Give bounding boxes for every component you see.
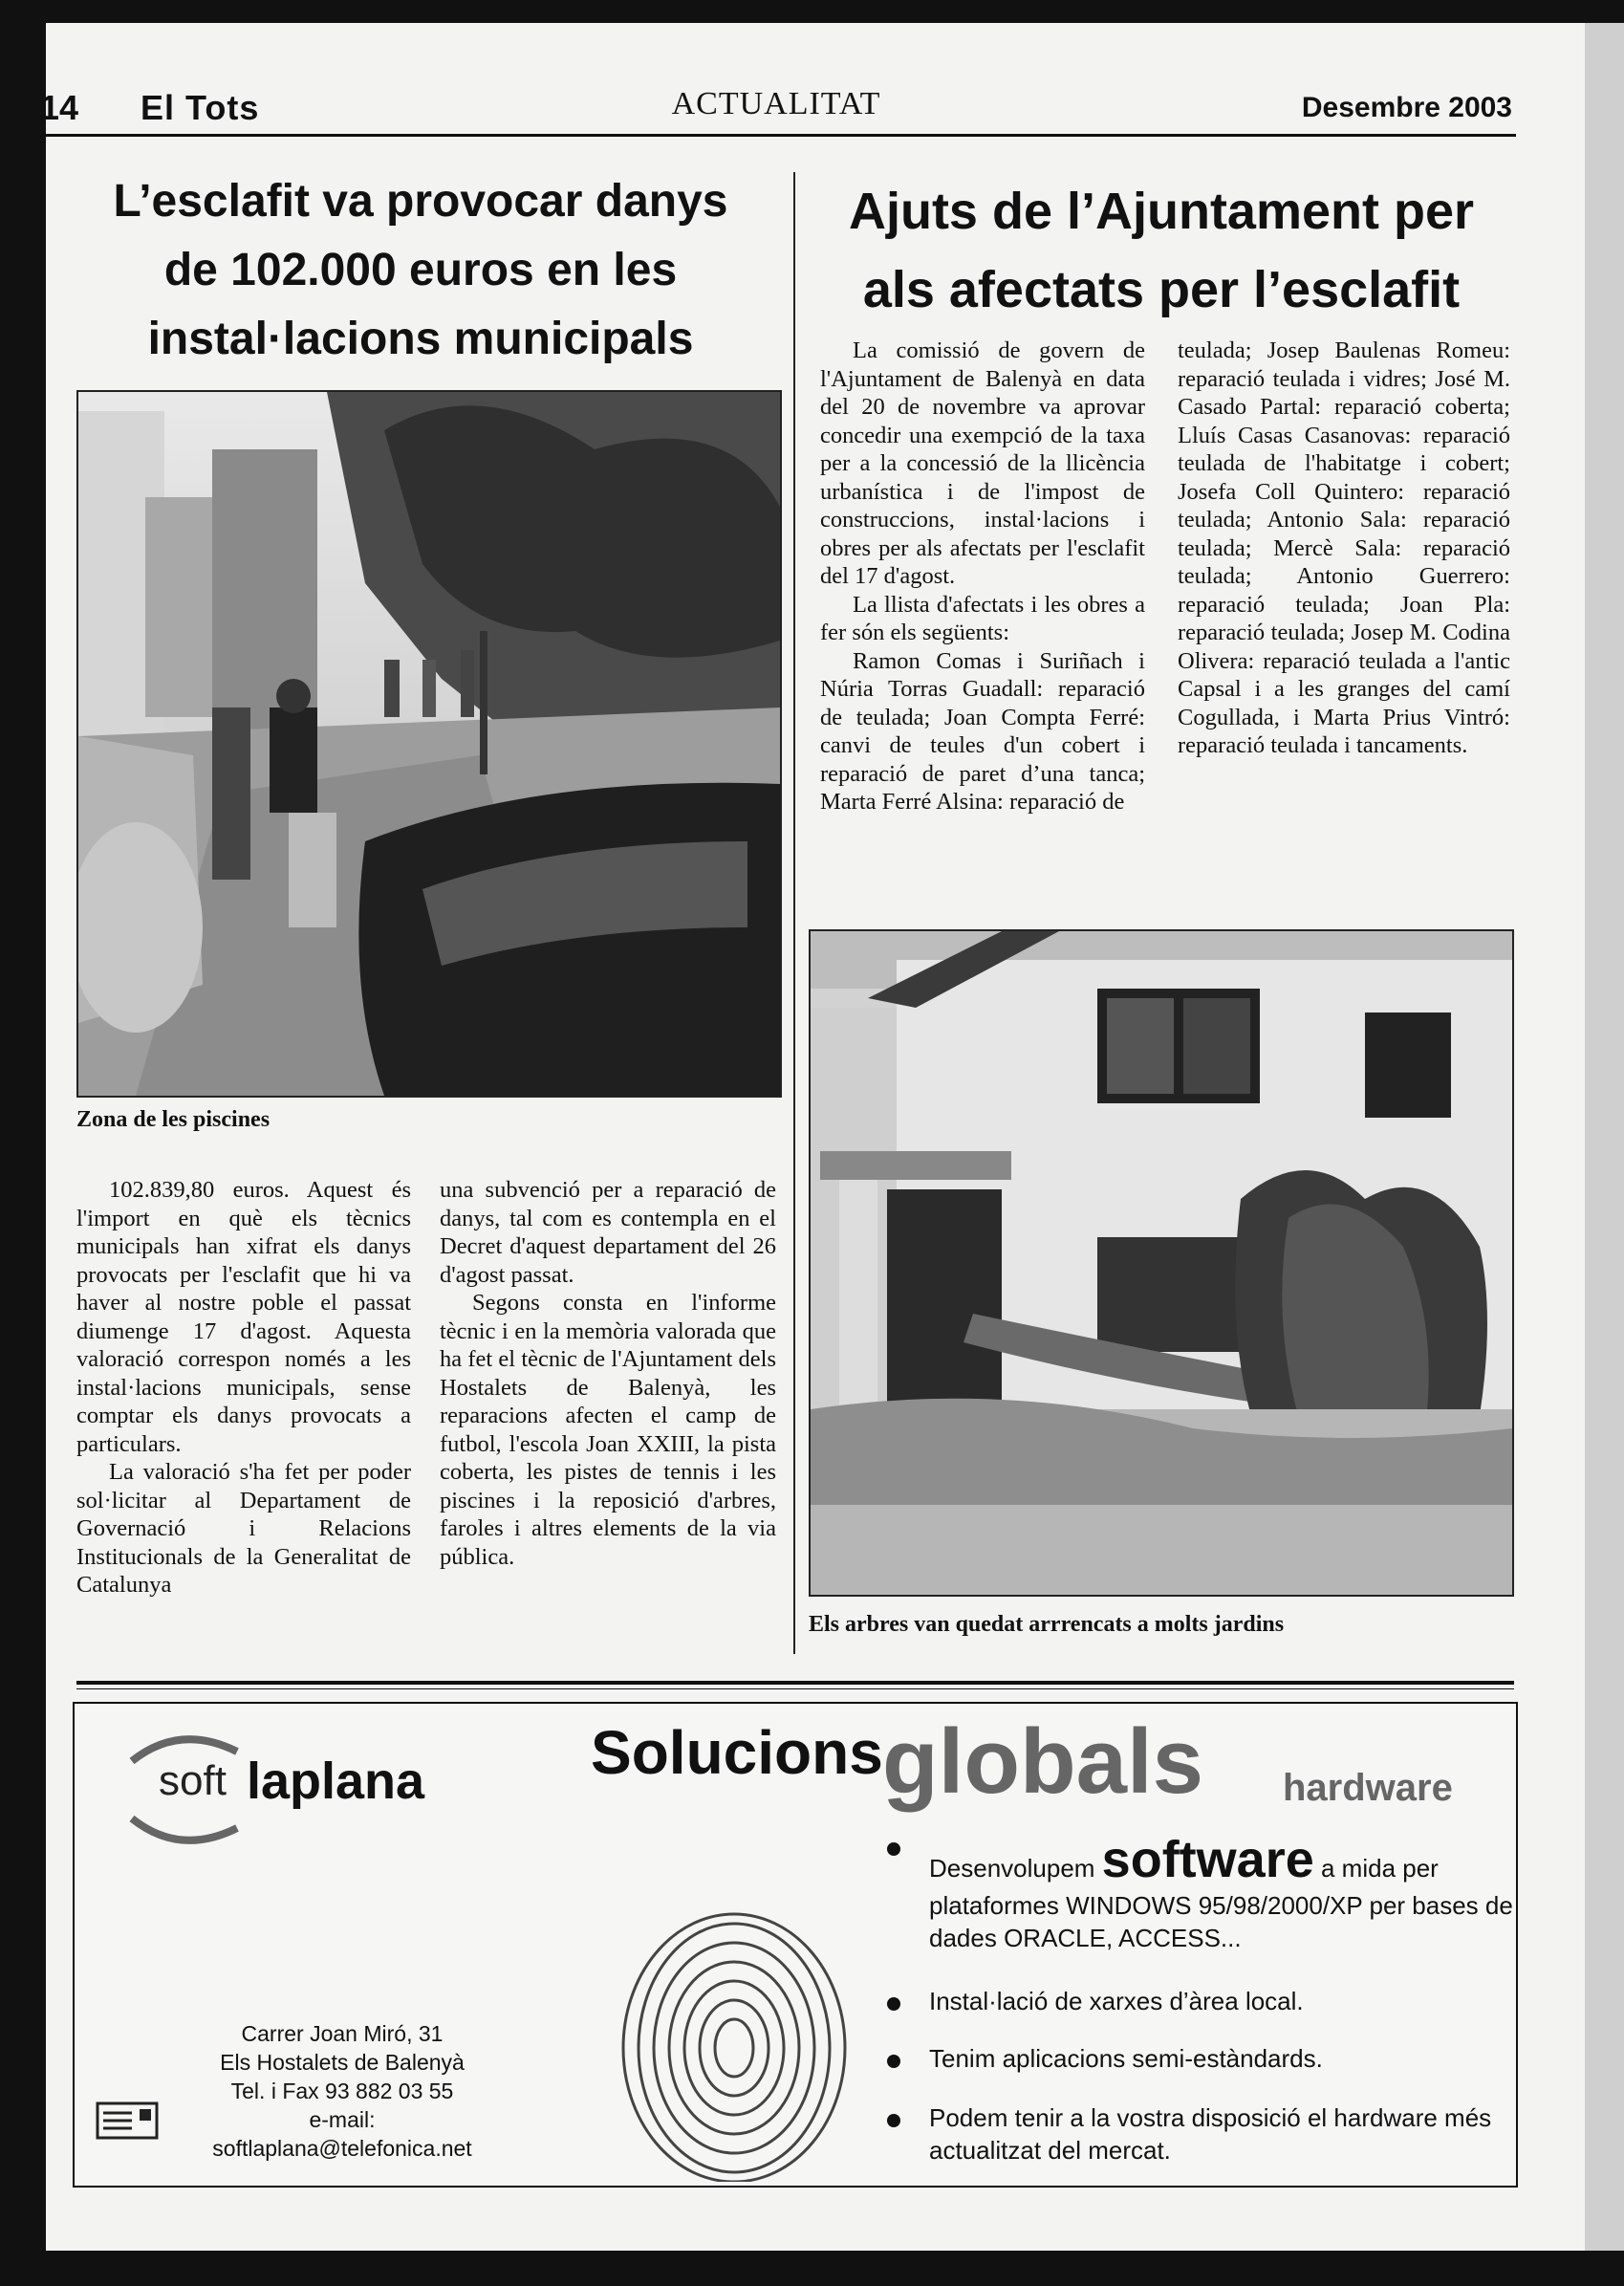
ad-separator-thick: [76, 1681, 1514, 1685]
ad-email: softlaplana@telefonica.net: [212, 2136, 472, 2161]
right-article-column-1: La comissió de govern de l'Ajuntament de Balenyà en data del 20 de novembre va aprovar concedir una exempció de la taxa per a la concessió de la llicència urbanística i de l'impost de construccions, instal·lacions i obres per als afectats per l'esclafit del 17 d'agost. La llista d'afectats i les obres a fer són els següents: Ramon Comas i Suriñach i Núria Torras Guadall: reparació de teulada; Joan Compta Ferré: canvi de teules d'un cobert i reparació de paret d’una tanca; Marta Ferré Alsina: reparació de: [820, 337, 1145, 815]
publication-name: El Tots: [141, 88, 260, 127]
left-article-column-2: una subvenció per a reparació de danys, tal com es contempla en el Decret d'aquest departament del 26 d'agost passat. Segons consta en l'informe tècnic i en la memòria valorada que ha fet el tècnic de l'Ajuntament dels Hostalets de Balenyà, les reparacions afecten el camp de futbol, l'escola Joan XXIII, la pista coberta, les pistes de tennis i les piscines i la reposició d'arbres, faroles i altres elements de la via pública.: [440, 1177, 776, 1570]
right-headline: Ajuts de l’Ajuntament per als afectats per l’esclafit: [848, 183, 1475, 318]
fax-mail-icon: [94, 2096, 161, 2144]
section-title: ACTUALITAT: [671, 86, 881, 121]
ad-bullet-hardware: Podem tenir a la vostra disposició el hardware més actualitzat del mercat.: [887, 2101, 1518, 2166]
left-photo-caption: Zona de les piscines: [76, 1107, 271, 1132]
ad-separator-thin: [76, 1688, 1514, 1689]
left-headline: L’esclafit va provocar danys de 102.000 euros en les instal·lacions municipals: [113, 176, 728, 364]
ad-contact-block: Carrer Joan Miró, 31 Els Hostalets de Balenyà Tel. i Fax 93 882 03 55 e-mail: softlaplana@telefonica.net: [189, 2019, 495, 2163]
ad-bullet-applications: Tenim aplicacions semi-estàndards.: [887, 2042, 1518, 2075]
page-header: [40, 59, 1512, 136]
right-article-column-2: teulada; Josep Baulenas Romeu: reparació teulada i vidres; José M. Casado Partal: reparació coberta; Lluís Casas Casanovas: reparació teulada de l'habitatge i cobert; Josefa Coll Quintero: reparació teulada; Antonio Sala: reparació teulada; Mercè Sala: reparació teulada; Antonio Guerrero: reparació teulada; Joan Pla: reparació teulada; Josep M. Codina Olivera: reparació teulada a l'antic Capsal i a les granges del camí Cogullada, i Marta Prius Vintró: reparació teulada i tancaments.: [1178, 337, 1510, 758]
ad-bullet-networks: Instal·lació de xarxes d’àrea local.: [887, 1985, 1518, 2017]
ad-headline-solucions: Solucions: [591, 1718, 883, 1787]
softlaplana-advertisement: [73, 1702, 1518, 2188]
street-photo: [76, 390, 782, 1098]
page-edge: [1585, 23, 1624, 2251]
page-number: 14: [40, 88, 79, 127]
fallen-tree-photo: [809, 929, 1514, 1597]
ad-bullet-software: Desenvolupem software a mida per plataformes WINDOWS 95/98/2000/XP per bases de dades ORACLE, ACCESS...: [887, 1830, 1518, 1954]
header-rule: [38, 134, 1516, 137]
ad-headline-globals: globals: [882, 1710, 1204, 1813]
right-photo-caption: Els arbres van quedat arrrencats a molts jardins: [809, 1612, 1285, 1637]
column-divider: [793, 172, 795, 1654]
issue-date: Desembre 2003: [1301, 92, 1512, 123]
softlaplana-logo: soft laplana: [113, 1723, 514, 1838]
ad-hardware-label: hardware: [1283, 1767, 1453, 1809]
left-article-column-1: 102.839,80 euros. Aquest és l'import en què els tècnics municipals han xifrat els danys provocats per l'esclafit que hi va haver al nostre poble el passat diumenge 17 d'agost. Aquesta valoració correspon només a les instal·lacions municipals, sense comptar els danys provocats a particulars. La valoració s'ha fet per poder sol·licitar al Departament de Governació i Relacions Institucionals de la Generalitat de Catalunya: [76, 1177, 411, 1598]
fingerprint-icon: [610, 1895, 858, 2182]
